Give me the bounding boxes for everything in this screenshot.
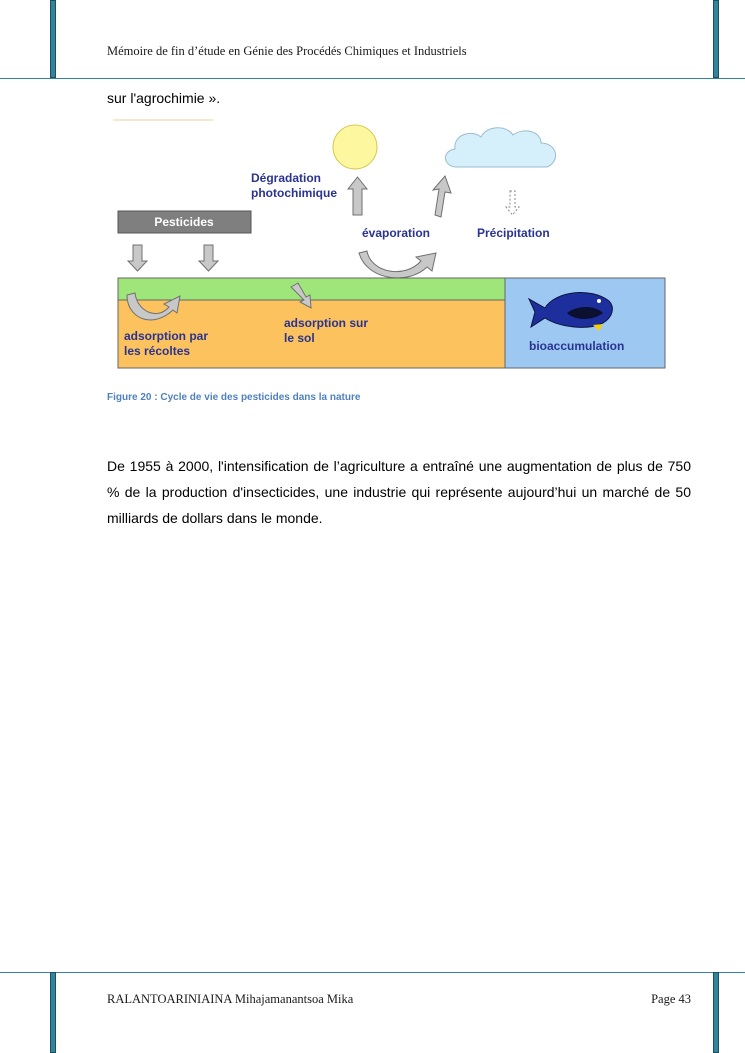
pesticide-cycle-diagram [105, 115, 675, 375]
footer-page-number: Page 43 [651, 992, 691, 1006]
bioaccumulation-label: bioaccumulation [529, 339, 625, 353]
body-paragraph: De 1955 à 2000, l'intensification de l’agriculture a entraîné une augmentation de plus de 750 % de la production d'insecticides, une industrie qui représente aujourd’hui un marché de 50 milliards de dollars dans le monde. [107, 458, 691, 526]
adsorption-soil-label-line1: adsorption sur [284, 316, 369, 330]
footer-rule [0, 972, 745, 973]
adsorption-crops-label-line2: les récoltes [124, 344, 191, 358]
header-left-bar [50, 0, 56, 78]
down-arrow-icon [128, 245, 147, 271]
header-right-bar [713, 0, 719, 78]
cloud-icon [445, 128, 555, 167]
down-arrow-icon [199, 245, 218, 271]
adsorption-crops-label-line1: adsorption par [124, 329, 209, 343]
footer-left-bar [50, 972, 56, 1053]
sun-icon [333, 125, 377, 169]
precipitation-label: Précipitation [477, 226, 550, 240]
pesticide-cycle-figure [105, 115, 675, 375]
header-title: Mémoire de fin d’étude en Génie des Procédés Chimiques et Industriels [107, 44, 467, 58]
intro-text: sur l'agrochimie ». [107, 90, 221, 106]
up-arrow-icon [348, 177, 367, 215]
grass-layer [118, 278, 505, 300]
scan-artifact [113, 119, 213, 121]
pesticides-label: Pesticides [154, 215, 214, 229]
evaporation-arrow-icon [433, 176, 451, 217]
degradation-label-line2: photochimique [251, 186, 337, 200]
evaporation-label: évaporation [362, 226, 431, 240]
footer-right-bar [713, 972, 719, 1053]
header-rule [0, 78, 745, 79]
degradation-label-line1: Dégradation [251, 171, 322, 185]
footer-author: RALANTOARINIAINA Mihajamanantsoa Mika [107, 992, 354, 1006]
precipitation-arrow-icon [506, 191, 519, 215]
figure-caption: Figure 20 : Cycle de vie des pesticides dans la nature [107, 392, 361, 403]
evaporation-loop-arrow-icon [359, 251, 436, 278]
adsorption-soil-label-line2: le sol [284, 331, 315, 345]
